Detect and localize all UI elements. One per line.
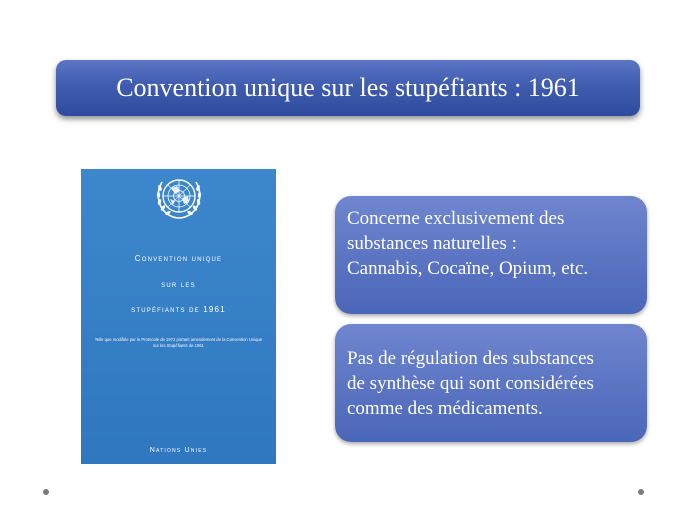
cover-title-line1: Convention unique <box>134 254 223 263</box>
info-box-line: Cannabis, Cocaïne, Opium, etc. <box>347 258 589 279</box>
info-box-natural-substances <box>335 196 647 314</box>
info-box-line: de synthèse qui sont considérées <box>347 373 594 394</box>
info-box-synthetic-substances <box>335 324 647 442</box>
convention-cover-image <box>81 169 276 464</box>
slide-decor-dot-left <box>43 489 49 495</box>
cover-publisher: Nations Unies <box>149 447 208 454</box>
slide-title <box>56 60 640 116</box>
cover-title-line2: sur les <box>161 280 196 289</box>
cover-subtitle: Telle que modifiée par le Protocole de 1972 portant amendement de la Convention Unique sur les Stupéfiants de 1961 <box>94 337 263 348</box>
info-box-line: Pas de régulation des substances <box>347 348 594 369</box>
cover-title-line3: stupéfiants de 1961 <box>131 305 226 314</box>
un-emblem-icon <box>153 172 205 220</box>
slide-decor-dot-right <box>638 489 644 495</box>
slide-title-text: Convention unique sur les stupéfiants : 1961 <box>116 73 580 102</box>
info-box-line: substances naturelles : <box>347 233 517 254</box>
info-box-line: Concerne exclusivement des <box>347 208 565 229</box>
info-box-line: comme des médicaments. <box>347 398 543 419</box>
